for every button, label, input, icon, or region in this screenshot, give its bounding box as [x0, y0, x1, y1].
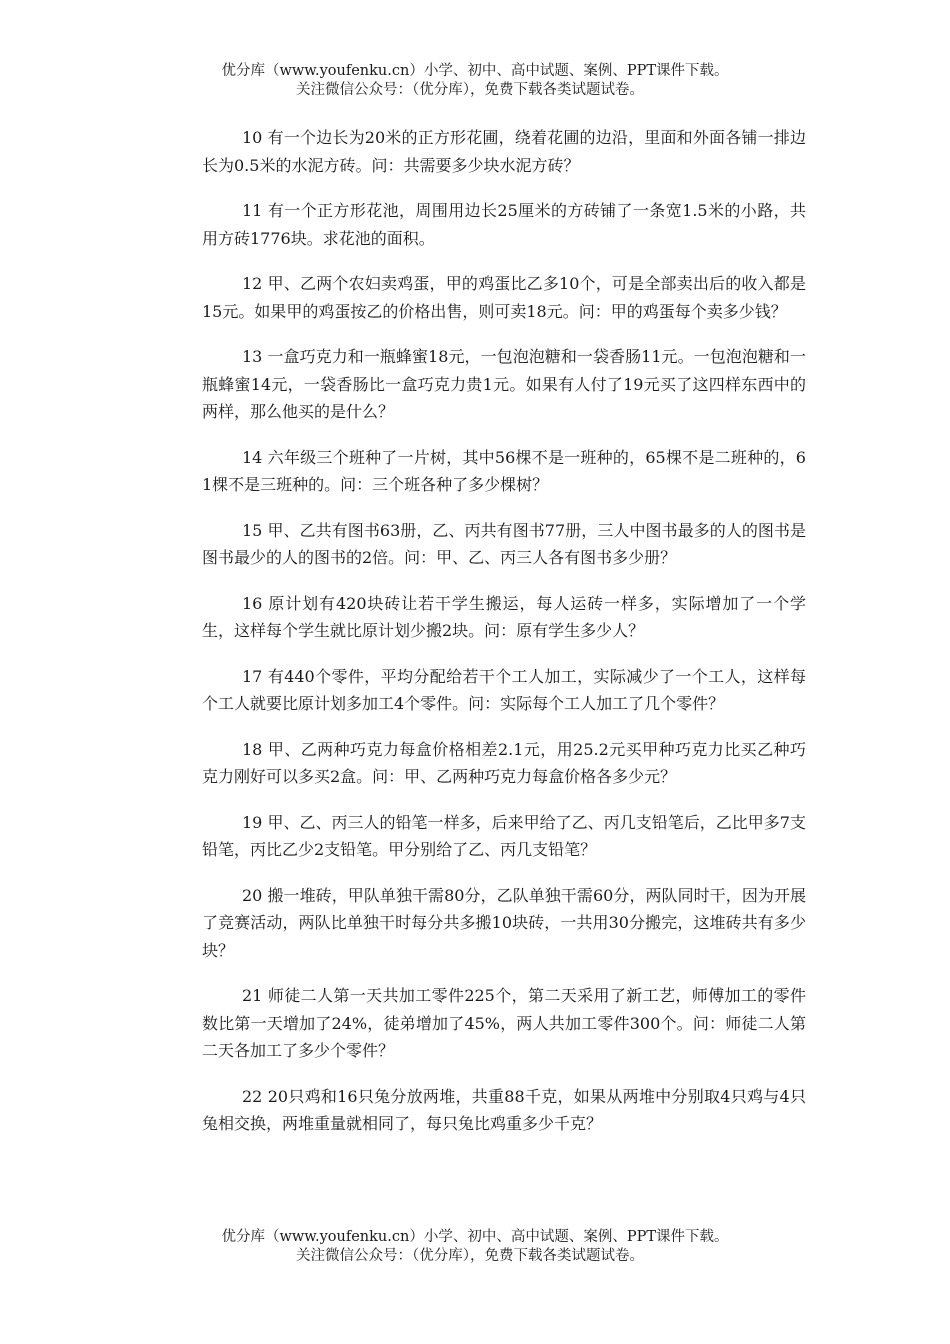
page-header [0, 62, 950, 100]
problem-15: 15 甲、乙共有图书63册，乙、丙共有图书77册，三人中图书最多的人的图书是图书最少的人的图书的2倍。问：甲、乙、丙三人各有图书多少册？ [202, 520, 806, 567]
problem-19: 19 甲、乙、丙三人的铅笔一样多，后来甲给了乙、丙几支铅笔后，乙比甲多7支铅笔，丙比乙少2支铅笔。甲分别给了乙、丙几支铅笔？ [202, 812, 806, 859]
problem-21: 21 师徒二人第一天共加工零件225个，第二天采用了新工艺，师傅加工的零件数比第一天增加了24%，徒弟增加了45%，两人共加工零件300个。问：师徒二人第二天各加工了多少个零件？ [202, 986, 806, 1060]
problem-14: 14 六年级三个班种了一片树，其中56棵不是一班种的，65棵不是二班种的，61棵不是三班种的。问：三个班各种了多少棵树？ [202, 447, 806, 494]
problem-16: 16 原计划有420块砖让若干学生搬运，每人运砖一样多，实际增加了一个学生，这样每个学生就比原计划少搬2块。问：原有学生多少人？ [202, 593, 806, 640]
footer-site-line: 优分库（www.youfenku.cn）小学、初中、高中试题、案例、PPT课件下载。 [221, 1229, 729, 1245]
page-footer [0, 1228, 950, 1266]
header-site-line: 优分库（www.youfenku.cn）小学、初中、高中试题、案例、PPT课件下载。 [221, 63, 729, 79]
problem-18: 18 甲、乙两种巧克力每盒价格相差2.1元，用25.2元买甲种巧克力比买乙种巧克力刚好可以多买2盒。问：甲、乙两种巧克力每盒价格各多少元？ [202, 739, 806, 786]
footer-wechat-line: 关注微信公众号：（优分库），免费下载各类试题试卷。 [296, 1248, 644, 1264]
problem-list [202, 124, 806, 1156]
problem-11: 11 有一个正方形花池，周围用边长25厘米的方砖铺了一条宽1.5米的小路，共用方砖1776块。求花池的面积。 [202, 201, 806, 248]
problem-17: 17 有440个零件，平均分配给若干个工人加工，实际减少了一个工人，这样每个工人就要比原计划多加工4个零件。问：实际每个工人加工了几个零件？ [202, 666, 806, 713]
problem-13: 13 一盒巧克力和一瓶蜂蜜18元，一包泡泡糖和一袋香肠11元。一包泡泡糖和一瓶蜂蜜14元，一袋香肠比一盒巧克力贵1元。如果有人付了19元买了这四样东西中的两样，那么他买的是什么？ [202, 347, 806, 421]
header-wechat-line: 关注微信公众号：（优分库），免费下载各类试题试卷。 [296, 82, 644, 98]
problem-10: 10 有一个边长为20米的正方形花圃，绕着花圃的边沿，里面和外面各铺一排边长为0.5米的水泥方砖。问：共需要多少块水泥方砖？ [202, 128, 806, 175]
problem-20: 20 搬一堆砖，甲队单独干需80分，乙队单独干需60分，两队同时干，因为开展了竞赛活动，两队比单独干时每分共多搬10块砖，一共用30分搬完，这堆砖共有多少块？ [202, 885, 806, 960]
problem-22: 22 20只鸡和16只兔分放两堆，共重88千克，如果从两堆中分别取4只鸡与4只兔相交换，两堆重量就相同了，每只兔比鸡重多少千克？ [202, 1086, 806, 1133]
problem-12: 12 甲、乙两个农妇卖鸡蛋，甲的鸡蛋比乙多10个，可是全部卖出后的收入都是15元。如果甲的鸡蛋按乙的价格出售，则可卖18元。问：甲的鸡蛋每个卖多少钱？ [202, 274, 806, 321]
